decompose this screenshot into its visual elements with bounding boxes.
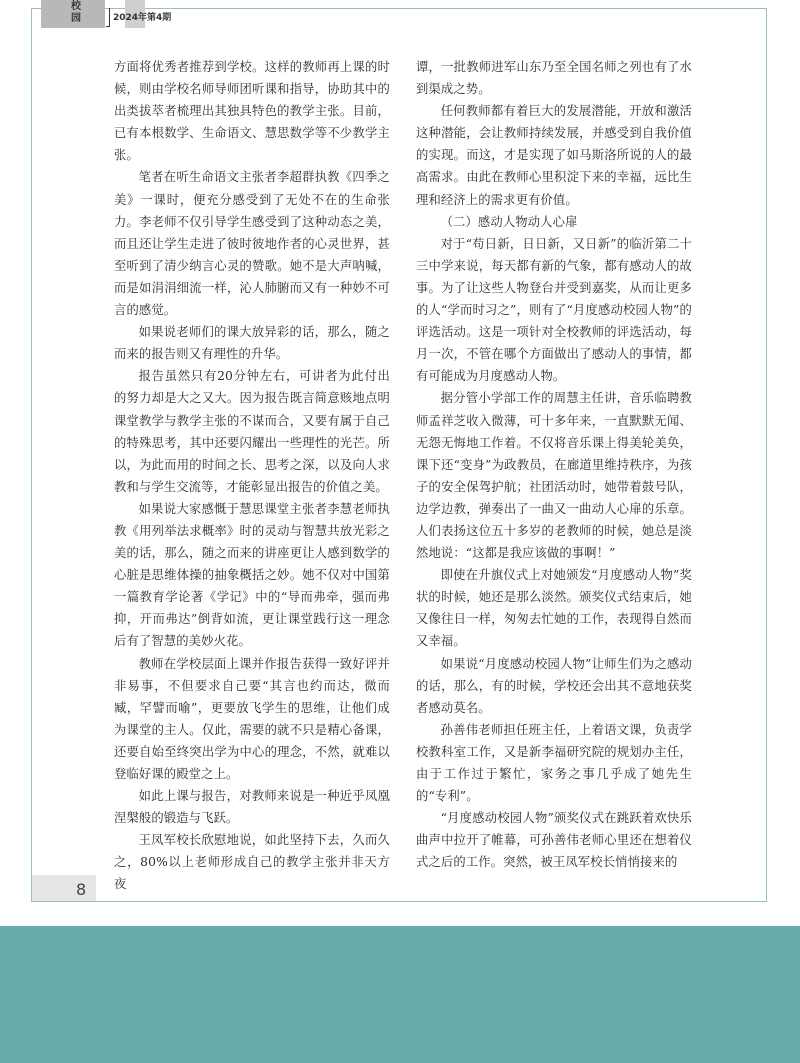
paragraph: 对于“苟日新，日日新，又日新”的临沂第二十三中学来说，每天都有新的气象，都有感动人的故事。为了让这些人物登台并受到嘉奖，从而让更多的人“学而时习之”，则有了“月度感动校园人物”的评选活动。这是一项针对全校教师的评选活动，每月一次，不管在哪个方面做出了感动人的事情，都有可能成为月度感动人物。 (416, 236, 692, 384)
article-column-right (416, 56, 692, 873)
page-number-tab (32, 875, 96, 901)
issue-label: 2024年第4期 (113, 13, 172, 23)
paragraph: 教师在学校层面上课并作报告获得一致好评并非易事，不但要求自己要“其言也约而达，微而臧，罕譬而喻”，更要放飞学生的思维，让他们成为课堂的主人。仅此，需要的就不只是精心备课，还要自始至终突出学为中心的理念，不然，就难以登临好课的殿堂之上。 (114, 656, 390, 781)
section-subheading: （二）感动人物动人心扉 (440, 214, 578, 229)
paragraph: 王凤军校长欣慰地说，如此坚持下去，久而久之，80%以上老师形成自己的教学主张并非天方夜 (114, 833, 390, 892)
paragraph: 如此上课与报告，对教师来说是一种近乎凤凰涅槃般的锻造与飞跃。 (114, 789, 390, 826)
paragraph: 任何教师都有着巨大的发展潜能，开放和激活这种潜能，会让教师持续发展，并感受到自我价值的实现。而这，才是实现了如马斯洛所说的人的最高需求。由此在教师心里积淀下来的幸福，远比生理和经济上的需求更有价值。 (416, 104, 692, 207)
paragraph: 孙善伟老师担任班主任，上着语文课，负责学校教科室工作，又是新李福研究院的规划办主任，由于工作过于繁忙，家务之事几乎成了她先生的“专利”。 (416, 722, 692, 804)
paragraph: 如果说老师们的课大放异彩的话，那么，随之而来的报告则又有理性的升华。 (114, 325, 390, 362)
paragraph: 即使在升旗仪式上对她颁发“月度感动人物”奖状的时候，她还是那么淡然。颁奖仪式结束后，她又像往日一样，匆匆去忙她的工作，表现得自然而又幸福。 (416, 568, 692, 649)
paragraph: 谭，一批教师进军山东乃至全国名师之列也有了水到渠成之势。 (416, 60, 692, 97)
paragraph: 报告虽然只有20分钟左右，可讲者为此付出的努力却是大之又大。因为报告既言简意赅地点明课堂教学与教学主张的不谋而合，又要有属于自己的特殊思考，其中还要闪耀出一些理性的光芒。所以，为此而用的时间之长、思考之深，以及向人求教和与学生交流等，才能彰显出报告的价值之美。 (114, 369, 390, 494)
paragraph: “月度感动校园人物”颁奖仪式在跳跃着欢快乐曲声中拉开了帷幕，可孙善伟老师心里还在想着仪式之后的工作。突然，被王凤军校长悄悄接来的 (416, 811, 692, 870)
paragraph: 方面将优秀者推荐到学校。这样的教师再上课的时候，则由学校名师导师团听课和指导，协助其中的出类拔萃者梳理出其独具特色的教学主张。目前，已有本根数学、生命语文、慧思数学等不少教学主张。 (114, 60, 390, 163)
magazine-logo (41, 0, 105, 28)
paragraph: 笔者在听生命语文主张者李超群执教《四季之美》一课时，便充分感受到了无处不在的生命张力。李老师不仅引导学生感受到了这种动态之美，而且还让学生走进了彼时彼地作者的心灵世界，甚至听到了清少纳言心灵的赞歌。她不是大声呐喊，而是如涓涓细流一样，沁人肺腑而又有一种妙不可言的感觉。 (114, 170, 390, 318)
logo-char-bottom: 园 (71, 13, 81, 24)
paragraph: 如果说大家感慨于慧思课堂主张者李慧老师执教《用列举法求概率》时的灵动与智慧共放光彩之美的话，那么，随之而来的讲座更让人感到数学的心脏是思维体操的抽象概括之妙。她不仅对中国第一篇教育学论著《学记》中的“导而弗牵，强而弗抑，开而弗达”倒背如流，更让课堂践行这一理念后有了智慧的美妙火花。 (114, 501, 390, 649)
background-band (0, 926, 800, 1063)
article-column-left (114, 56, 390, 896)
header-bracket-divider (106, 8, 110, 27)
paragraph: 如果说“月度感动校园人物”让师生们为之感动的话，那么，有的时候，学校还会出其不意地获奖者感动莫名。 (416, 656, 692, 715)
paragraph: 据分管小学部工作的周慧主任讲，音乐临聘教师孟祥芝收入微薄，可十多年来，一直默默无闻、无怨无悔地工作着。不仅将音乐课上得美轮美奂，课下还“变身”为政教员，在廊道里维持秩序，为孩子的安全保驾护航；社团活动时，她带着鼓号队，边学边教，弹奏出了一曲又一曲动人心扉的乐章。人们表扬这位五十多岁的老教师的时候，她总是淡然地说：“这都是我应该做的事啊！” (416, 391, 692, 561)
page-number: 8 (76, 880, 87, 899)
logo-char-top: 校 (71, 1, 81, 12)
